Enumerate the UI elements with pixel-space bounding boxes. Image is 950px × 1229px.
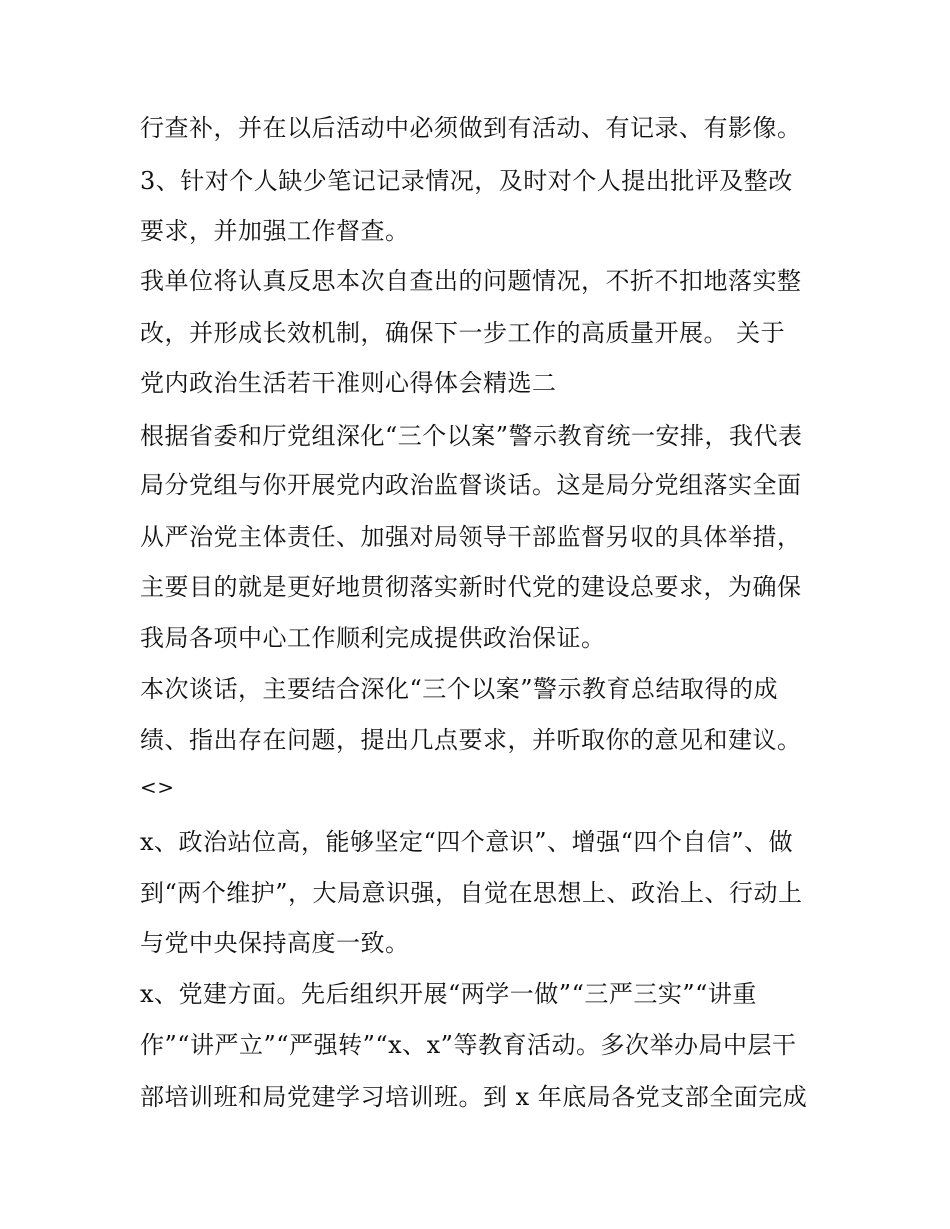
text-line-16: 到“两个维护”，大局意识强，自觉在思想上、政治上、行动上: [140, 879, 803, 907]
text-line-6: 党内政治生活若干准则心得体会精选二: [140, 369, 557, 397]
text-line-9: 从严治党主体责任、加强对局领导干部监督另収的具体举措，: [140, 523, 802, 551]
text-line-12: 本次谈话，主要结合深化“三个以案”警示教育总结取得的成: [140, 675, 779, 703]
text-line-2: 3、针对个人缺少笔记记录情况，及时对个人提出批评及整改: [140, 167, 793, 195]
text-line-17: 与党中央保持高度一致。: [140, 929, 410, 957]
text-line-13: 绩、指出存在问题，提出几点要求，并听取你的意见和建议。: [140, 726, 802, 754]
text-line-8: 局分党组与你开展党内政治监督谈话。这是局分党组落实全面: [140, 471, 802, 499]
text-line-14: <>: [140, 775, 175, 799]
text-line-7: 根据省委和厅党组深化“三个以案”警示教育统一安排，我代表: [140, 422, 803, 450]
text-line-20: 部培训班和局党建学习培训班。到 x 年底局各党支部全面完成: [140, 1083, 808, 1111]
text-line-15: x、政治站位高，能够坚定“四个意识”、增强“四个自信”、做: [140, 828, 794, 856]
text-line-18: x、党建方面。先后组织开展“两学一做”“三严三实”“讲重: [140, 980, 757, 1008]
text-line-3: 要求，并加强工作督查。: [140, 217, 410, 245]
text-line-1: 行查补，并在以后活动中必须做到有活动、有记录、有影像。: [140, 114, 802, 142]
text-line-19: 作”“讲严立”“严强转”“x、x”等教育活动。多次举办局中层干: [140, 1031, 797, 1059]
text-line-4: 我单位将认真反思本次自查出的问题情况，不折不扣地落实整: [140, 267, 802, 295]
text-line-5: 改，并形成长效机制，确保下一步工作的高质量开展。 关于: [140, 319, 786, 347]
text-line-11: 我局各项中心工作顺利完成提供政治保证。: [140, 624, 606, 652]
text-line-10: 主要目的就是更好地贯彻落实新时代党的建设总要求，为确保: [140, 573, 802, 601]
